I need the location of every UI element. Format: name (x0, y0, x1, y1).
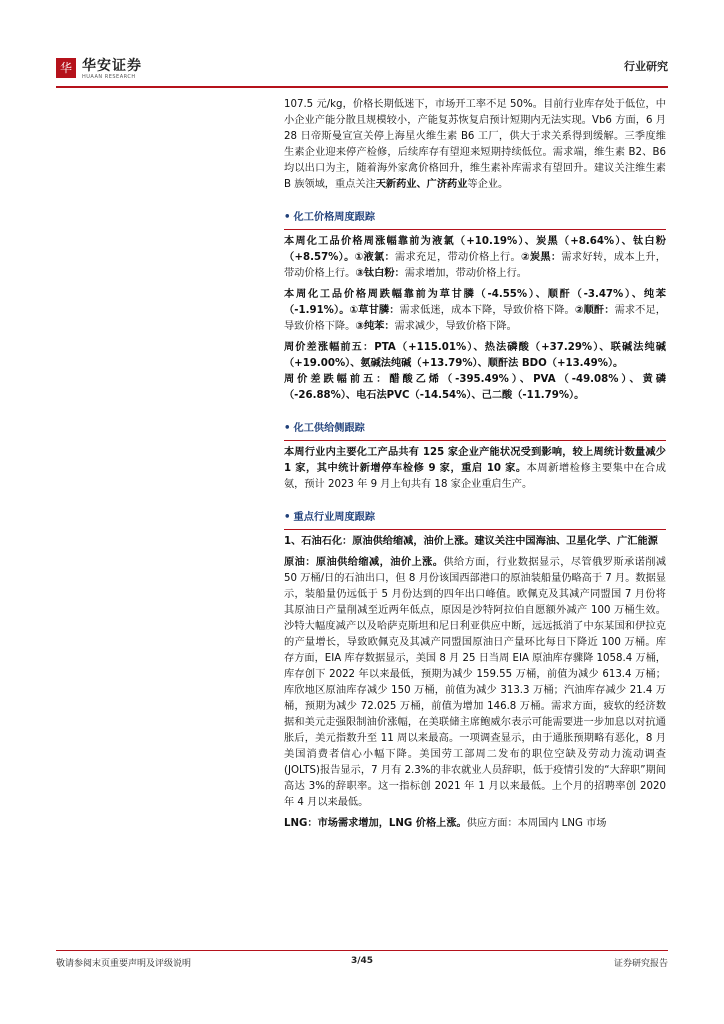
section-industry-label: 重点行业周度跟踪 (293, 512, 376, 523)
section-price-title: • 化工价格周度跟踪 (284, 212, 376, 223)
main-content (284, 97, 666, 832)
logo-text (82, 58, 142, 81)
petro-heading (284, 534, 666, 550)
section-industry-title: • 重点行业周度跟踪 (284, 512, 376, 523)
price-down-2-label: ②顺酐： (574, 305, 615, 316)
price-down-paragraph (284, 287, 666, 335)
page-header (56, 56, 668, 88)
supply-text: 本周新增检修主要集中在合成氨，预计 2023 年 9 月上旬共有 18 家企业重启生产。 (284, 463, 666, 490)
price-down-3-label: ③纯苯： (355, 321, 395, 332)
spacer (284, 404, 666, 413)
price-down-bold: 本周化工品价格周跌幅靠前为草甘膦（-4.55%）、顺酐（-3.47%）、纯苯（-1.91%）。①草甘膦： (284, 289, 666, 316)
header-rule (56, 86, 668, 88)
price-up-2: 需求好转，成本上升，带动价格上行。 (284, 252, 666, 279)
lng-paragraph (284, 816, 666, 832)
price-down-2: 需求不足，导致价格下降。 (284, 305, 666, 332)
spacer (284, 493, 666, 502)
crude-oil-bold: 原油：原油供给缩减，油价上涨。 (284, 557, 444, 568)
price-down-3: 需求减少，导致价格下降。 (394, 321, 517, 332)
intro-paragraph (284, 97, 666, 193)
section-price-label: 化工价格周度跟踪 (293, 212, 376, 223)
intro-end: 等企业。 (467, 179, 509, 190)
spacer (284, 193, 666, 202)
crude-oil-paragraph (284, 555, 666, 811)
footer-rule (56, 950, 668, 951)
section-rule (284, 440, 666, 441)
price-up-bold: 本周化工品价格周涨幅靠前为液氯（+10.19%）、炭黑（+8.64%）、钛白粉（+8.57%）。①液氯： (284, 236, 666, 263)
footer-disclaimer: 敬请参阅末页重要声明及评级说明 (56, 959, 192, 969)
price-up-1: 需求充足，带动价格上行。 (395, 252, 521, 263)
section-rule (284, 229, 666, 230)
page-footer (56, 950, 668, 974)
lng-text: 供应方面：本周国内 LNG 市场 (466, 818, 607, 829)
intro-bold: 天新药业、广济药业 (375, 179, 468, 190)
section-rule (284, 529, 666, 530)
price-up-3-label: ③钛白粉： (355, 268, 405, 279)
section-supply-title: • 化工供给侧跟踪 (284, 423, 365, 434)
section-supply-label: 化工供给侧跟踪 (293, 423, 365, 434)
spread-up-paragraph (284, 340, 666, 372)
petro-heading-text: 1、石油石化：原油供给缩减，油价上涨。建议关注中国海油、卫星化学、广汇能源 (284, 536, 658, 547)
spread-down-paragraph (284, 372, 666, 404)
intro-text: 107.5 元/kg，价格长期低迷下，市场开工率不足 50%。目前行业库存处于低位，中小企业产能分散且规模较小，产能复苏恢复启预计短期内无法实现。Vb6 方面，6 月 28 日帝斯曼宣宣关停上海星火维生素 B6 工厂，供大于求关系得到缓解。三季度维生素企业迎来停产检修，后续库存有望迎来短期持续低位。需求端，维生素 B2、B6 均以出口为主，随着海外家禽价格回升，维生素补库需求有望回升。建议关注维生素 B 族领域，重点关注 (284, 99, 666, 190)
company-logo (56, 58, 142, 81)
price-up-paragraph (284, 234, 666, 282)
spread-up-text: 周价差涨幅前五：PTA（+115.01%）、热法磷酸（+37.29%）、联碱法纯碱（+19.00%）、氨碱法纯碱（+13.79%）、顺酐法 BDO（+13.49%）。 (284, 342, 666, 369)
price-down-1: 需求低迷，成本下降，导致价格下降。 (399, 305, 575, 316)
page-number: 3/45 (350, 956, 374, 966)
supply-paragraph (284, 445, 666, 493)
crude-oil-text: 供给方面，行业数据显示，尽管俄罗斯承诺削减 50 万桶/日的石油出口，但 8 月份该国西部港口的原油装船量仍略高于 7 月。数据显示，装船量仍远低于 5 月份达到的四年出口峰值。欧佩克及其减产同盟国 7 月份将其原油日产量削减至近两年低点，原因是沙特阿拉伯自愿额外减产 100 万桶生效。沙特大幅度减产以及哈萨克斯坦和尼日利亚供应中断，远远抵消了中东某国和伊拉克的产量增长，导致欧佩克及其减产同盟国原油日产量环比每日下降近 100 万桶。库存方面，EIA 库存数据显示，美国 8 月 25 日当周 EIA 原油库存骤降 1058.4 万桶，库存创下 2022 年以来最低，预期为减少 159.55 万桶，前值为减少 613.4 万桶；库欣地区原油库存减少 150 万桶，前值为减少 313.3 万桶；汽油库存减少 21.4 万桶，预期为减少 72.025 万桶，前值为增加 146.8 万桶。需求方面，疲软的经济数据和美元走强限制油价涨幅，在美联储主席鲍威尔表示可能需要进一步加息以对抗通胀后，美元指数升至 11 周以来最高。一项调查显示，由于通胀预期略有恶化，8 月美国消费者信心小幅下降。美国劳工部周二发布的职位空缺及劳动力流动调查(JOLTS)报告显示，7 月有 2.3%的非农就业人员辞职，低于疫情引发的“大辞职”期间高达 3%的辞职率。这一指标创 2021 年 1 月以来最低。上个月的招聘率创 2020 年 4 月以来最低。 (284, 557, 667, 808)
footer-report-label: 证券研究报告 (613, 959, 668, 969)
report-type: 行业研究 (624, 60, 668, 73)
supply-bold: 本周行业内主要化工产品共有 125 家企业产能状况受到影响，较上周统计数量减少 1 家，其中统计新增停车检修 9 家，重启 10 家。 (284, 447, 666, 474)
logo-cn: 华安证券 (82, 58, 142, 74)
price-up-2-label: ②炭黑： (520, 252, 562, 263)
lng-bold: LNG：市场需求增加，LNG 价格上涨。 (284, 818, 467, 829)
spread-down-text: 周价差跌幅前五：醋酸乙烯（-395.49%）、PVA（-49.08%）、黄磷（-26.88%）、电石法PVC（-14.54%）、己二酸（-11.79%）。 (284, 374, 666, 401)
price-up-3: 需求增加，带动价格上行。 (404, 268, 527, 279)
logo-mark: 华 (56, 58, 76, 78)
logo-en: HUAAN RESEARCH (82, 74, 136, 80)
